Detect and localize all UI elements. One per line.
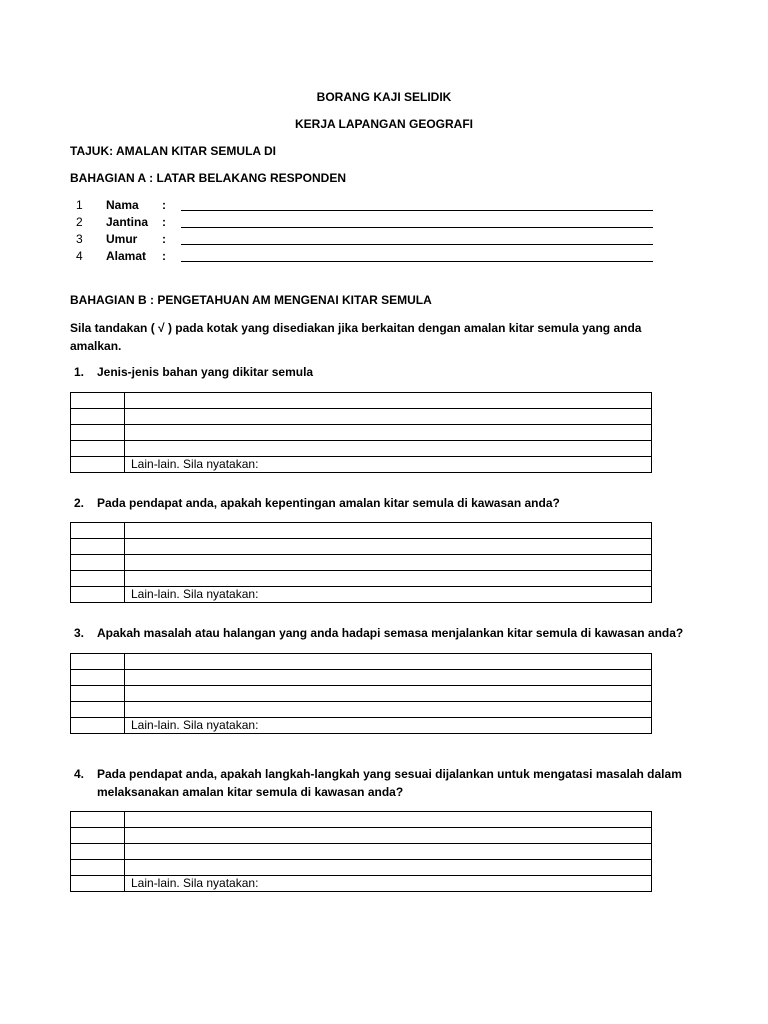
checkbox-cell[interactable] <box>71 409 125 425</box>
option-text-cell[interactable] <box>125 441 652 457</box>
field-colon: : <box>162 249 166 263</box>
question-2 <box>70 494 710 512</box>
table-row <box>71 828 652 844</box>
field-number: 2 <box>76 215 83 229</box>
option-text-cell[interactable] <box>125 670 652 686</box>
table-row <box>71 555 652 571</box>
section-b-heading: BAHAGIAN B : PENGETAHUAN AM MENGENAI KITAR SEMULA <box>70 293 432 307</box>
table-row <box>71 876 652 892</box>
checkbox-cell[interactable] <box>71 587 125 603</box>
option-text-cell[interactable] <box>125 539 652 555</box>
option-text-cell[interactable] <box>125 702 652 718</box>
table-row <box>71 425 652 441</box>
form-subtitle: KERJA LAPANGAN GEOGRAFI <box>294 117 473 131</box>
option-text-cell[interactable] <box>125 860 652 876</box>
table-row <box>71 844 652 860</box>
question-2-options-table <box>70 522 652 603</box>
other-option-label[interactable]: Lain-lain. Sila nyatakan: <box>125 718 652 734</box>
checkbox-cell[interactable] <box>71 876 125 892</box>
option-text-cell[interactable] <box>125 523 652 539</box>
option-text-cell[interactable] <box>125 828 652 844</box>
name-blank-line[interactable] <box>181 210 653 211</box>
checkbox-cell[interactable] <box>71 718 125 734</box>
checkbox-cell[interactable] <box>71 654 125 670</box>
question-text: Pada pendapat anda, apakah langkah-langkah yang sesuai dijalankan untuk mengatasi masalah dalam melaksanakan amalan kitar semula di kawasan anda? <box>97 767 682 799</box>
form-topic: TAJUK: AMALAN KITAR SEMULA DI <box>70 144 276 158</box>
question-1 <box>70 363 710 381</box>
table-row <box>71 860 652 876</box>
option-text-cell[interactable] <box>125 555 652 571</box>
option-text-cell[interactable] <box>125 654 652 670</box>
option-text-cell[interactable] <box>125 844 652 860</box>
question-3-options-table <box>70 653 652 734</box>
table-row <box>71 670 652 686</box>
question-number: 3. <box>74 626 85 640</box>
table-row <box>71 441 652 457</box>
checkbox-cell[interactable] <box>71 812 125 828</box>
checkbox-cell[interactable] <box>71 686 125 702</box>
section-b-instruction: Sila tandakan ( √ ) pada kotak yang disediakan jika berkaitan dengan amalan kitar semula yang anda amalkan. <box>70 321 642 353</box>
table-row <box>71 654 652 670</box>
field-label-age: Umur <box>106 232 138 246</box>
table-row <box>71 702 652 718</box>
question-text: Pada pendapat anda, apakah kepentingan amalan kitar semula di kawasan anda? <box>97 496 560 510</box>
option-text-cell[interactable] <box>125 425 652 441</box>
table-row <box>71 571 652 587</box>
option-text-cell[interactable] <box>125 571 652 587</box>
checkbox-cell[interactable] <box>71 555 125 571</box>
checkbox-cell[interactable] <box>71 441 125 457</box>
question-number: 2. <box>74 496 85 510</box>
question-1-options-table <box>70 392 652 473</box>
field-row-address <box>70 249 660 263</box>
table-row <box>71 718 652 734</box>
field-row-age <box>70 232 660 246</box>
table-row <box>71 457 652 473</box>
other-option-label[interactable]: Lain-lain. Sila nyatakan: <box>125 457 652 473</box>
table-row <box>71 539 652 555</box>
section-a-heading: BAHAGIAN A : LATAR BELAKANG RESPONDEN <box>70 171 346 185</box>
other-option-label[interactable]: Lain-lain. Sila nyatakan: <box>125 587 652 603</box>
age-blank-line[interactable] <box>181 244 653 245</box>
checkbox-cell[interactable] <box>71 670 125 686</box>
address-blank-line[interactable] <box>181 261 653 262</box>
field-label-name: Nama <box>106 198 139 212</box>
field-number: 4 <box>76 249 83 263</box>
field-number: 3 <box>76 232 83 246</box>
question-text: Jenis-jenis bahan yang dikitar semula <box>97 365 314 379</box>
checkbox-cell[interactable] <box>71 571 125 587</box>
question-text: Apakah masalah atau halangan yang anda hadapi semasa menjalankan kitar semula di kawasan anda? <box>97 626 684 640</box>
field-colon: : <box>162 215 166 229</box>
question-3 <box>70 624 710 642</box>
field-row-name <box>70 198 660 212</box>
question-number: 1. <box>74 365 85 379</box>
table-row <box>71 409 652 425</box>
table-row <box>71 686 652 702</box>
checkbox-cell[interactable] <box>71 393 125 409</box>
field-colon: : <box>162 198 166 212</box>
checkbox-cell[interactable] <box>71 828 125 844</box>
checkbox-cell[interactable] <box>71 844 125 860</box>
option-text-cell[interactable] <box>125 393 652 409</box>
checkbox-cell[interactable] <box>71 523 125 539</box>
question-4-options-table <box>70 811 652 892</box>
form-title: BORANG KAJI SELIDIK <box>316 90 452 104</box>
field-colon: : <box>162 232 166 246</box>
checkbox-cell[interactable] <box>71 425 125 441</box>
field-label-gender: Jantina <box>106 215 149 229</box>
table-row <box>71 587 652 603</box>
option-text-cell[interactable] <box>125 812 652 828</box>
field-row-gender <box>70 215 660 229</box>
option-text-cell[interactable] <box>125 409 652 425</box>
other-option-label[interactable]: Lain-lain. Sila nyatakan: <box>125 876 652 892</box>
field-number: 1 <box>76 198 83 212</box>
checkbox-cell[interactable] <box>71 860 125 876</box>
checkbox-cell[interactable] <box>71 539 125 555</box>
question-number: 4. <box>74 767 85 781</box>
checkbox-cell[interactable] <box>71 457 125 473</box>
table-row <box>71 812 652 828</box>
gender-blank-line[interactable] <box>181 227 653 228</box>
table-row <box>71 393 652 409</box>
field-label-address: Alamat <box>106 249 147 263</box>
checkbox-cell[interactable] <box>71 702 125 718</box>
option-text-cell[interactable] <box>125 686 652 702</box>
question-4 <box>70 765 710 801</box>
table-row <box>71 523 652 539</box>
